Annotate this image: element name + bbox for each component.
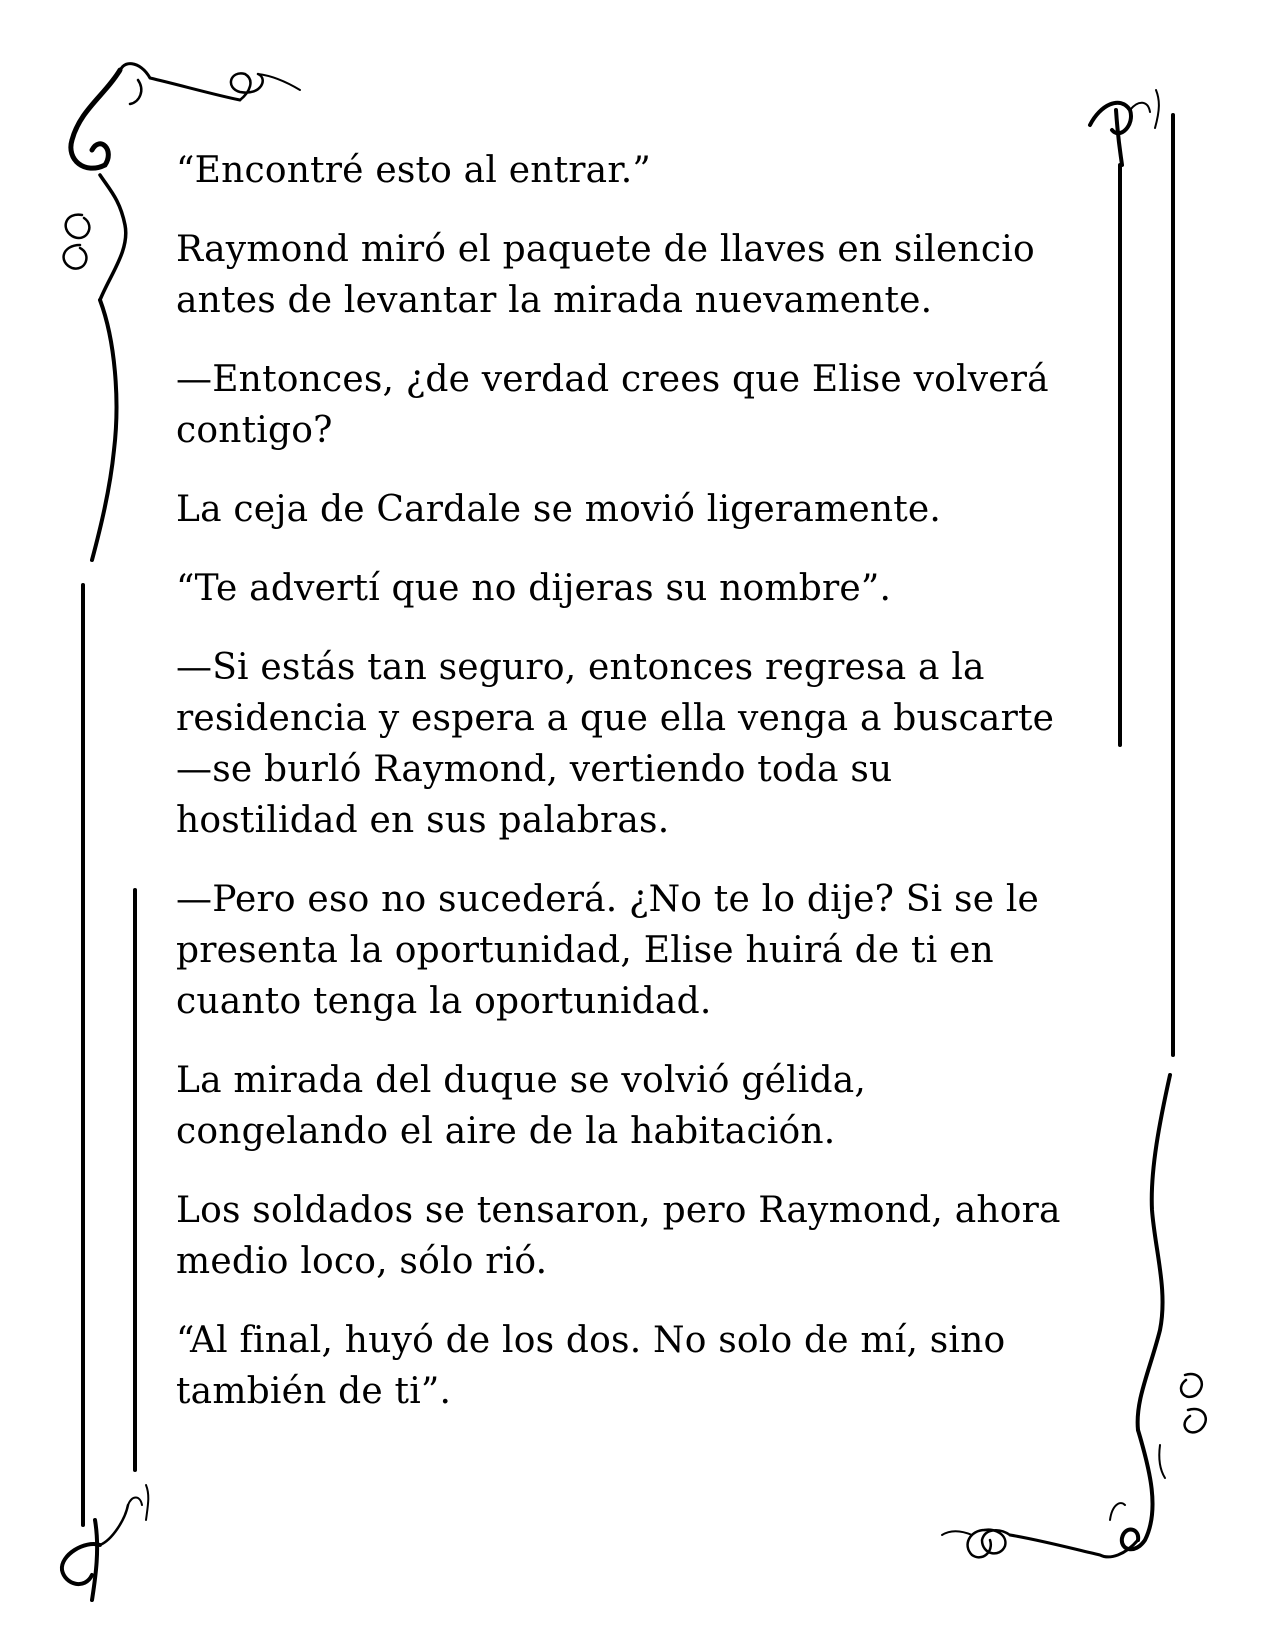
- paragraph: Los soldados se tensaron, pero Raymond, ahora medio loco, sólo rió.: [176, 1190, 1061, 1282]
- top-right-flourish-icon: [1090, 90, 1159, 165]
- right-border-lines: [1120, 115, 1173, 1055]
- paragraph: —Si estás tan seguro, entonces regresa a la residencia y espera a que ella venga a buscarte —se burló Raymond, vertiendo toda su hostilidad en sus palabras.: [176, 647, 1055, 841]
- paragraph: Raymond miró el paquete de llaves en silencio antes de levantar la mirada nuevamente.: [176, 229, 1035, 321]
- paragraph: La ceja de Cardale se movió ligeramente.: [176, 489, 942, 530]
- paragraph: “Te advertí que no dijeras su nombre”.: [176, 568, 892, 609]
- paragraph: La mirada del duque se volvió gélida, congelando el aire de la habitación.: [176, 1060, 867, 1152]
- bottom-right-vine-icon: [1138, 1075, 1206, 1478]
- left-border-lines: [83, 585, 135, 1525]
- bottom-right-flourish-icon: [942, 1430, 1153, 1557]
- paragraph: —Entonces, ¿de verdad crees que Elise volverá contigo?: [176, 359, 1049, 451]
- paragraph: —Pero eso no sucederá. ¿No te lo dije? Si se le presenta la oportunidad, Elise huirá de ti en cuanto tenga la oportunidad.: [176, 879, 1040, 1022]
- document-body: [176, 145, 1096, 1445]
- paragraph: “Encontré esto al entrar.”: [176, 150, 652, 191]
- paragraph: “Al final, huyó de los dos. No solo de mí, sino también de ti”.: [176, 1320, 1006, 1412]
- bottom-left-flourish-icon: [62, 1485, 148, 1600]
